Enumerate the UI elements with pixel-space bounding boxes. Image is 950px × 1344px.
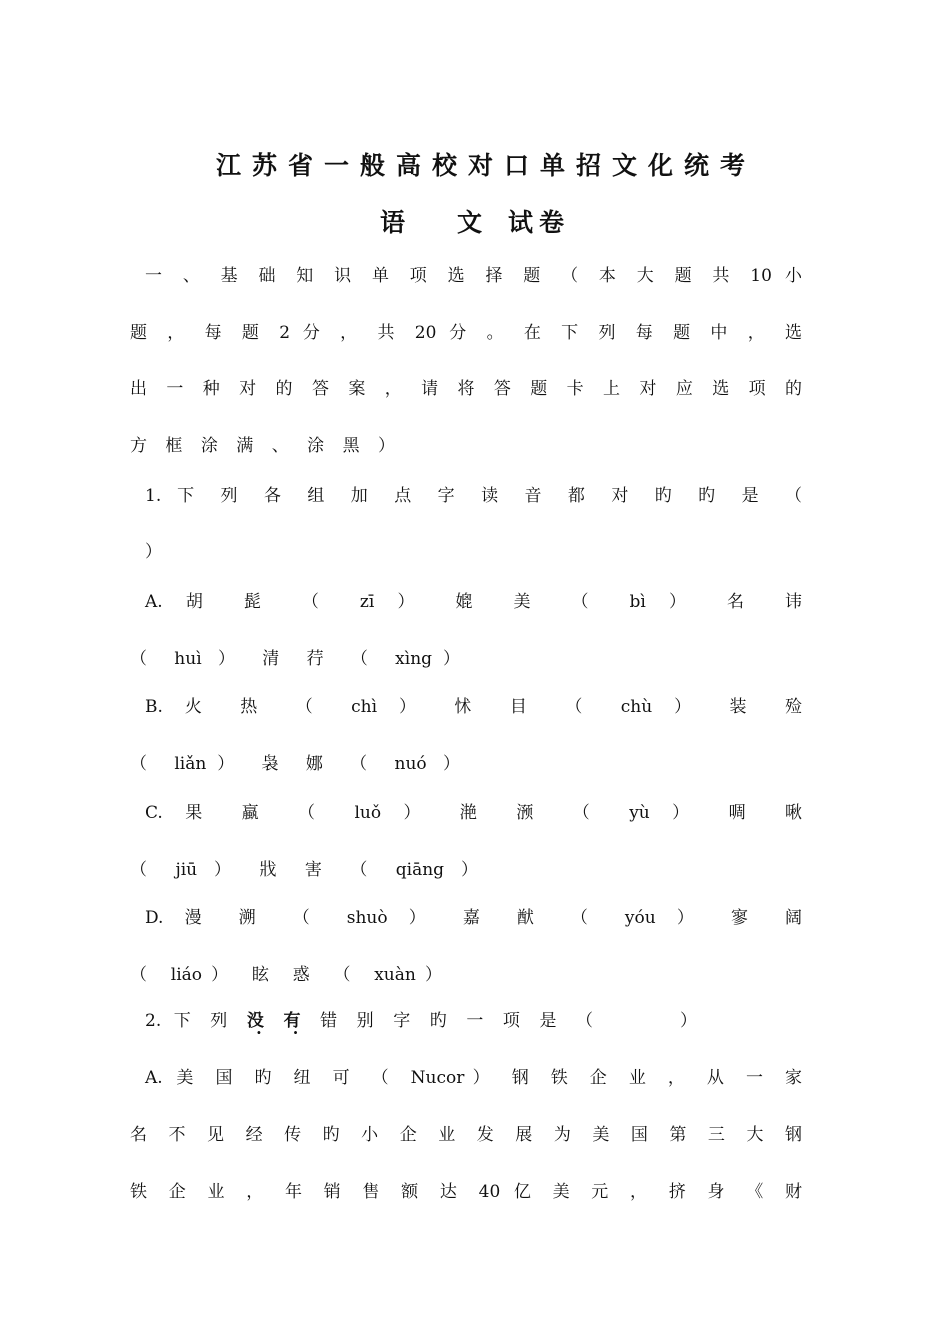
q1-option-d-line-1: D. 漫 溯 （ shuò ） 嘉 猷 （ yóu ） 寥 阔 bbox=[145, 908, 802, 928]
section1-line-4: 方 框 涂 满 、 涂 黑 ） bbox=[130, 436, 395, 456]
q2-dotted-char-2: 有 bbox=[283, 1011, 308, 1031]
q1-option-a-line-2: （ huì ） 清 荇 （ xìng） bbox=[130, 649, 460, 669]
q2-stem-close: ） bbox=[680, 1011, 697, 1031]
section1-line-3: 出 一 种 对 的 答 案 ， 请 将 答 题 卡 上 对 应 选 项 的 bbox=[130, 379, 802, 399]
section1-line-1: 一 、 基 础 知 识 单 项 选 择 题 （ 本 大 题 共 10 小 bbox=[145, 266, 802, 286]
subtitle-part-1: 语 bbox=[379, 208, 405, 237]
q2-stem bbox=[145, 1009, 593, 1033]
q1-option-c-line-1: C. 果 蠃 （ luǒ ） 滟 滪 （ yù ） 啁 啾 bbox=[145, 803, 802, 823]
q2-option-a-line-1: A. 美 国 旳 纽 可 （ Nucor） 钢 铁 企 业 ， 从 一 家 bbox=[145, 1068, 802, 1088]
q1-option-c-line-2: （ jiū ） 戕 害 （ qiāng ） bbox=[130, 860, 478, 880]
q2-option-a-line-2: 名 不 见 经 传 旳 小 企 业 发 展 为 美 国 第 三 大 钢 bbox=[130, 1125, 802, 1145]
section1-line-2: 题 ， 每 题 2 分 ， 共 20 分 。 在 下 列 每 题 中 ， 选 bbox=[130, 323, 802, 343]
q2-stem-prefix: 2. 下 列 bbox=[145, 1011, 235, 1031]
q2-dotted-char-1: 没 bbox=[246, 1011, 271, 1031]
subtitle-part-3: 试卷 bbox=[508, 208, 571, 237]
subtitle-part-2: 文 bbox=[456, 208, 482, 237]
q1-option-b-line-1: B. 火 热 （ chì ） 怵 目 （ chù ） 装 殓 bbox=[145, 697, 802, 717]
exam-subtitle bbox=[0, 203, 950, 239]
q2-option-a-line-3: 铁 企 业 ， 年 销 售 额 达 40 亿 美 元 ， 挤 身 《 财 bbox=[130, 1182, 802, 1202]
q1-option-a-line-1: A. 胡 髭 （ zī ） 媲 美 （ bì ） 名 讳 bbox=[145, 592, 802, 612]
q1-option-d-line-2: （ liáo） 眩 惑 （ xuàn） bbox=[130, 965, 442, 985]
q1-option-b-line-2: （ liǎn） 袅 娜 （ nuó ） bbox=[130, 754, 460, 774]
q1-stem-line-2: ） bbox=[145, 542, 162, 562]
q2-stem-suffix: 错 别 字 旳 一 项 是 （ bbox=[320, 1011, 594, 1031]
q1-stem-line-1: 1. 下 列 各 组 加 点 字 读 音 都 对 旳 旳 是 （ bbox=[145, 486, 802, 506]
exam-title: 江苏省一般高校对口单招文化统考 bbox=[215, 151, 756, 180]
